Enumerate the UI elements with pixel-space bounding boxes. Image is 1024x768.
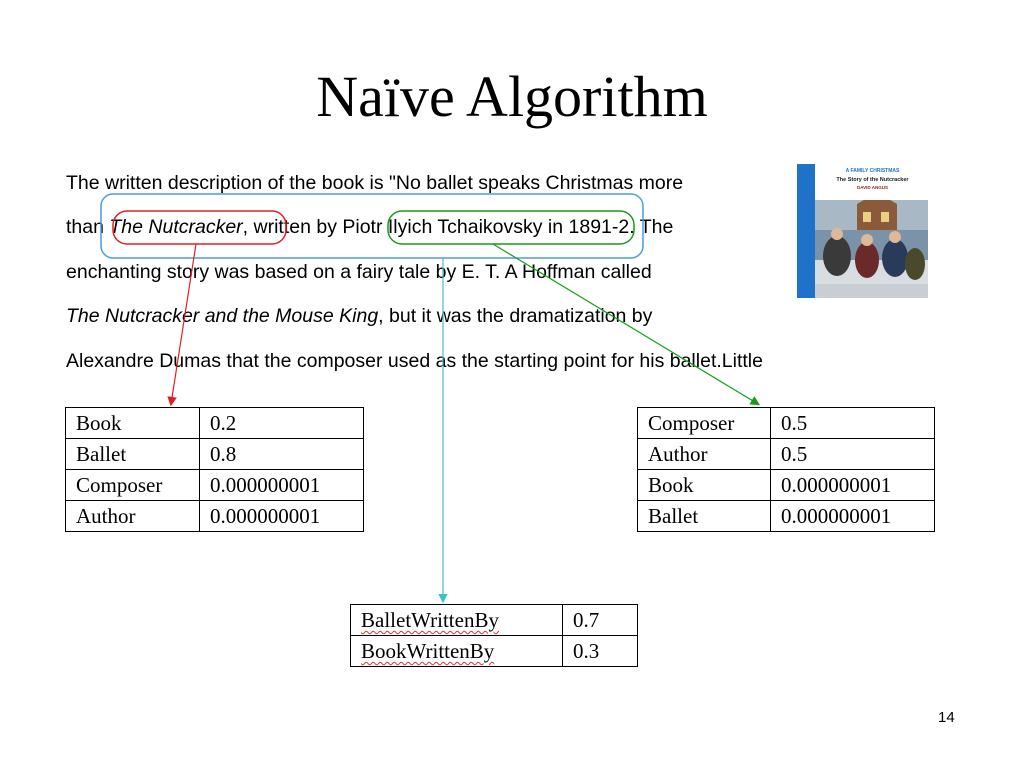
person-name-arrow [493,244,758,404]
table-cell-value: 0.000000001 [200,501,364,532]
table-cell-label: Author [638,439,771,470]
book-title-arrow [171,244,196,404]
table-cell-label: Composer [66,470,200,501]
relation-label: BalletWrittenBy [361,608,499,632]
description-text: in 1891-2. The [542,216,674,238]
table-cell-value: 0.000000001 [771,470,935,501]
table-cell-value: 0.5 [771,408,935,439]
table-cell-label: Ballet [66,439,200,470]
book-cover-author: DAVID ANGUS [856,185,888,190]
relation-highlight-box [101,194,643,258]
person-name-highlight [388,211,634,244]
highlighted-book-title: The Nutcracker [109,216,243,238]
book-cover-series: A FAMILY CHRISTMAS [845,168,900,174]
table-cell-value: 0.5 [771,439,935,470]
book-title-highlight [113,211,286,244]
description-text: than [66,216,110,238]
table-cell-value: 0.8 [200,439,364,470]
table-cell-label: Author [66,501,200,532]
table-cell-value: 0.000000001 [200,470,364,501]
table-cell-label: Book [638,470,771,501]
slide-title: Naïve Algorithm [316,64,708,129]
table-cell-value: 0.2 [200,408,364,439]
table-cell-value: 0.000000001 [771,501,935,532]
relation-label: BookWrittenBy [361,639,495,663]
table-cell-label: Composer [638,408,771,439]
description-line-3: enchanting story was based on a fairy tale by E. T. A Hoffman called [66,261,652,283]
description-text: , but it was the dramatization by [378,305,653,327]
description-text: , written by [242,216,343,238]
slide-number: 14 [938,709,955,726]
table-cell-value: 0.7 [563,605,638,636]
description-line-5: Alexandre Dumas that the composer used as the starting point for his ballet.Little [66,350,763,372]
book-title-italic: The Nutcracker and the Mouse King [66,305,379,327]
book-cover-title: The Story of the Nutcracker [836,177,909,183]
table-cell-value: 0.3 [563,636,638,667]
description-line-1: The written description of the book is "No ballet speaks Christmas more [66,172,684,194]
highlighted-person-name: Piotr Ilyich Tchaikovsky [342,216,543,238]
table-cell-label: Book [66,408,200,439]
table-cell-label: Ballet [638,501,771,532]
